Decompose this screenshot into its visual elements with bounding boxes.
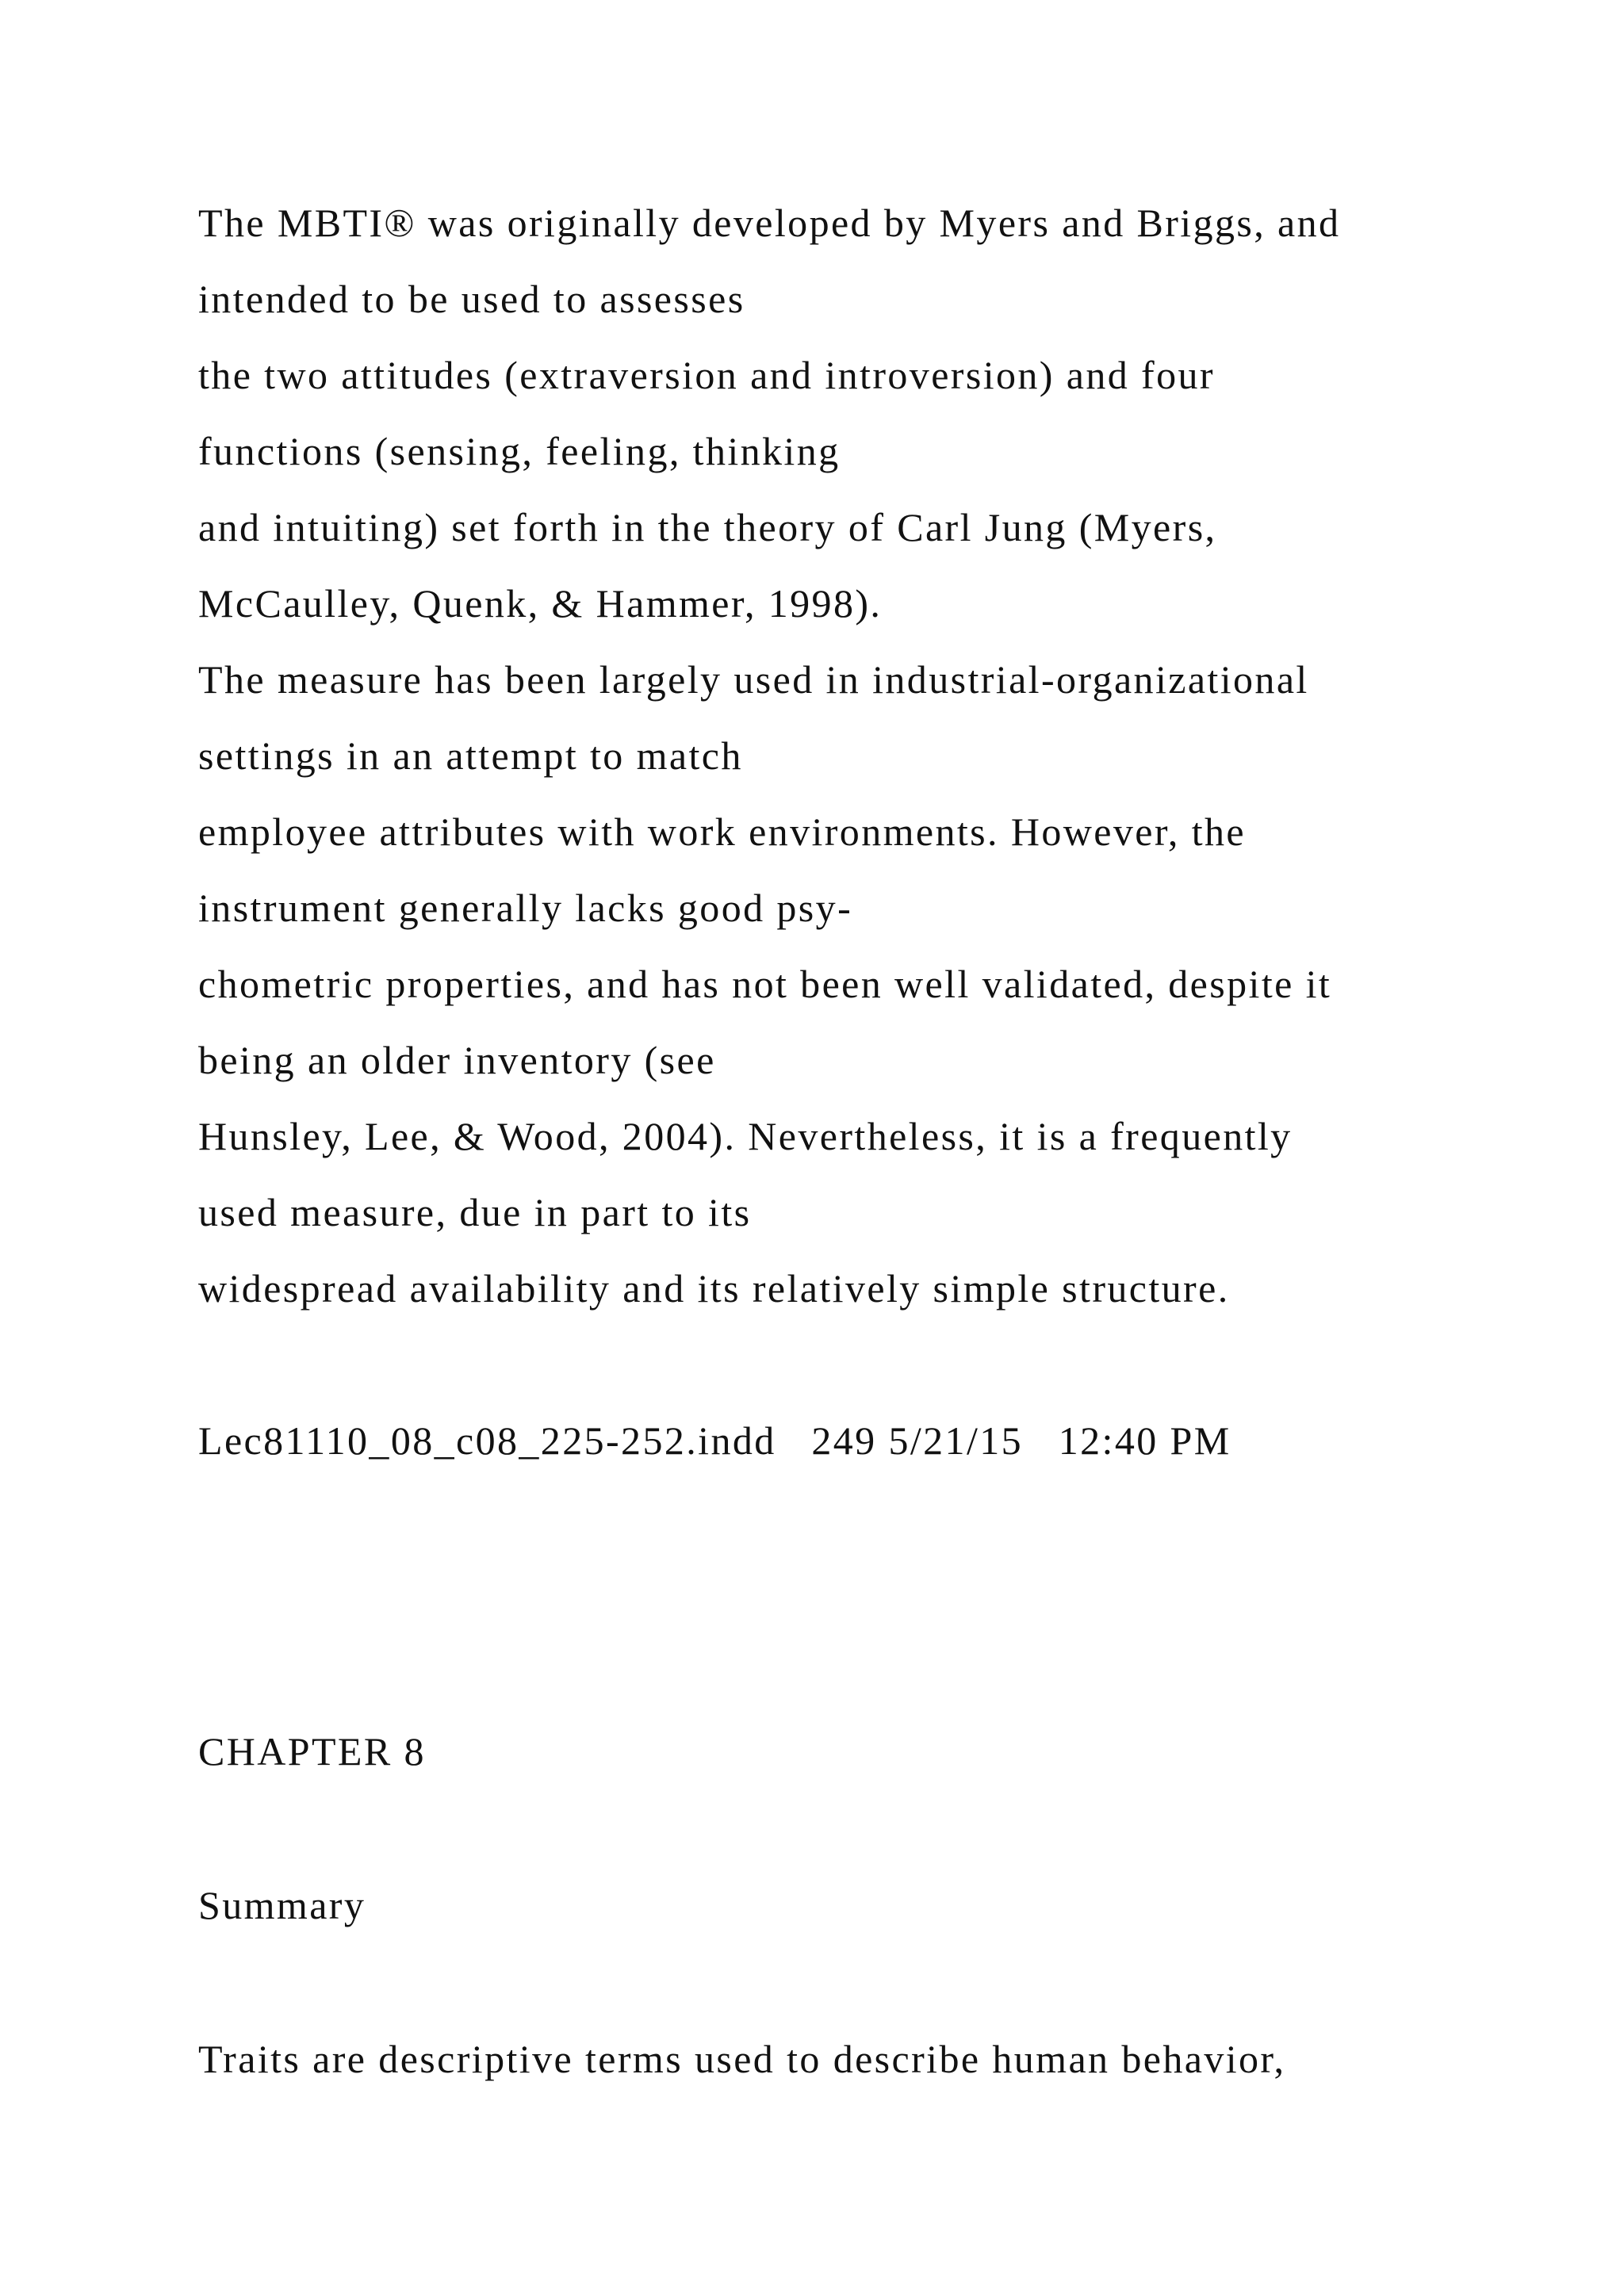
paragraph-mbti-line-6: McCaulley, Quenk, & Hammer, 1998). (198, 581, 883, 626)
paragraph-measure-line-8: used measure, due in part to its (198, 1190, 752, 1234)
paragraph-measure-line-5: chometric properties, and has not been well validated, despite it (198, 962, 1332, 1006)
paragraph-mbti-line-5: and intuiting) set forth in the theory of Carl Jung (Myers, (198, 505, 1217, 549)
summary-first-line: Traits are descriptive terms used to describe human behavior, (198, 2037, 1286, 2081)
paragraph-measure-line-6: being an older inventory (see (198, 1038, 716, 1082)
paragraph-mbti-line-4: functions (sensing, feeling, thinking (198, 429, 841, 473)
paragraph-measure-line-3: employee attributes with work environments. However, the (198, 809, 1246, 854)
paragraph-mbti-line-2: intended to be used to assesses (198, 277, 745, 321)
paragraph-measure-line-2: settings in an attempt to match (198, 733, 743, 778)
paragraph-measure-line-7: Hunsley, Lee, & Wood, 2004). Nevertheless, it is a frequently (198, 1114, 1293, 1158)
paragraph-mbti-line-1: The MBTI® was originally developed by Myers and Briggs, and (198, 201, 1341, 245)
slug-line: Lec81110_08_c08_225-252.indd 249 5/21/15 12:40 PM (198, 1418, 1231, 1463)
chapter-label: CHAPTER 8 (198, 1729, 426, 1774)
paragraph-measure-line-1: The measure has been largely used in industrial-organizational (198, 657, 1309, 702)
section-heading: Summary (198, 1883, 366, 1927)
paragraph-measure-line-4: instrument generally lacks good psy- (198, 886, 853, 930)
paragraph-mbti-line-3: the two attitudes (extraversion and introversion) and four (198, 353, 1215, 397)
paragraph-measure-line-9: widespread availability and its relatively simple structure. (198, 1266, 1230, 1311)
